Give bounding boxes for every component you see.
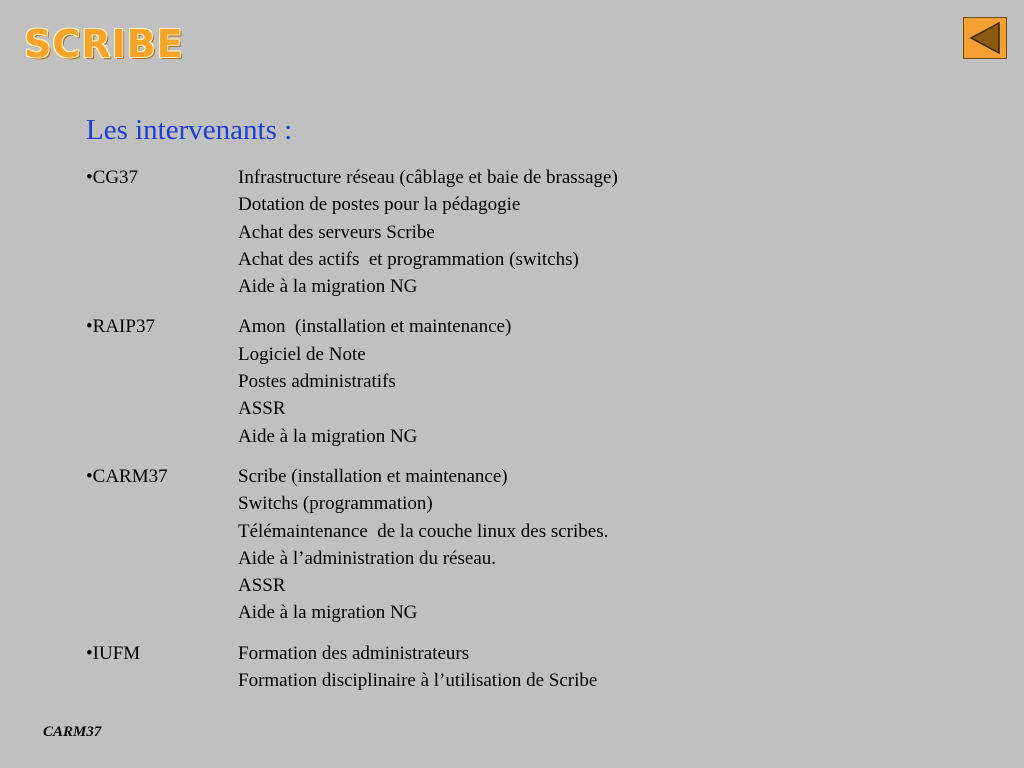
previous-slide-button[interactable] xyxy=(963,17,1007,59)
section-item: Infrastructure réseau (câblage et baie de brassage) xyxy=(238,167,618,188)
section-item: ASSR xyxy=(238,398,286,420)
section-item: Dotation de postes pour la pédagogie xyxy=(238,194,521,216)
section-item: Aide à la migration NG xyxy=(238,425,418,447)
section-name: •CARM37 xyxy=(86,465,168,487)
section-item: Switchs (programmation) xyxy=(238,493,433,515)
section-items xyxy=(238,164,946,300)
section-iufm xyxy=(86,640,946,695)
section-items xyxy=(238,640,946,695)
section-item: Logiciel de Note xyxy=(238,343,366,365)
section-items xyxy=(238,313,946,449)
section-item: Aide à l’administration du réseau. xyxy=(238,547,497,569)
footer-label: CARM37 xyxy=(43,724,102,740)
section-item: ASSR xyxy=(238,575,286,597)
scribe-logo: SCRIBE xyxy=(24,22,184,66)
section-name: •IUFM xyxy=(86,642,141,664)
section-raip37 xyxy=(86,313,946,449)
section-item: Amon (installation et maintenance) xyxy=(238,316,512,338)
section-item: Formation disciplinaire à l’utilisation de Scribe xyxy=(238,670,598,692)
slide-title: Les intervenants : xyxy=(86,114,293,146)
sections-list xyxy=(86,164,946,707)
section-name: •RAIP37 xyxy=(86,316,155,338)
triangle-left-icon xyxy=(964,18,1006,58)
section-cg37 xyxy=(86,164,946,300)
section-carm37 xyxy=(86,463,946,627)
section-item: Aide à la migration NG xyxy=(238,276,418,298)
section-item: Achat des actifs et programmation (switchs) xyxy=(238,248,579,270)
section-name: •CG37 xyxy=(86,167,139,188)
section-item: Achat des serveurs Scribe xyxy=(238,221,435,243)
section-item: Télémaintenance de la couche linux des scribes. xyxy=(238,520,609,542)
section-item: Postes administratifs xyxy=(238,371,396,393)
section-items xyxy=(238,463,946,627)
section-item: Aide à la migration NG xyxy=(238,602,418,624)
section-item: Formation des administrateurs xyxy=(238,642,470,664)
section-item: Scribe (installation et maintenance) xyxy=(238,465,508,487)
